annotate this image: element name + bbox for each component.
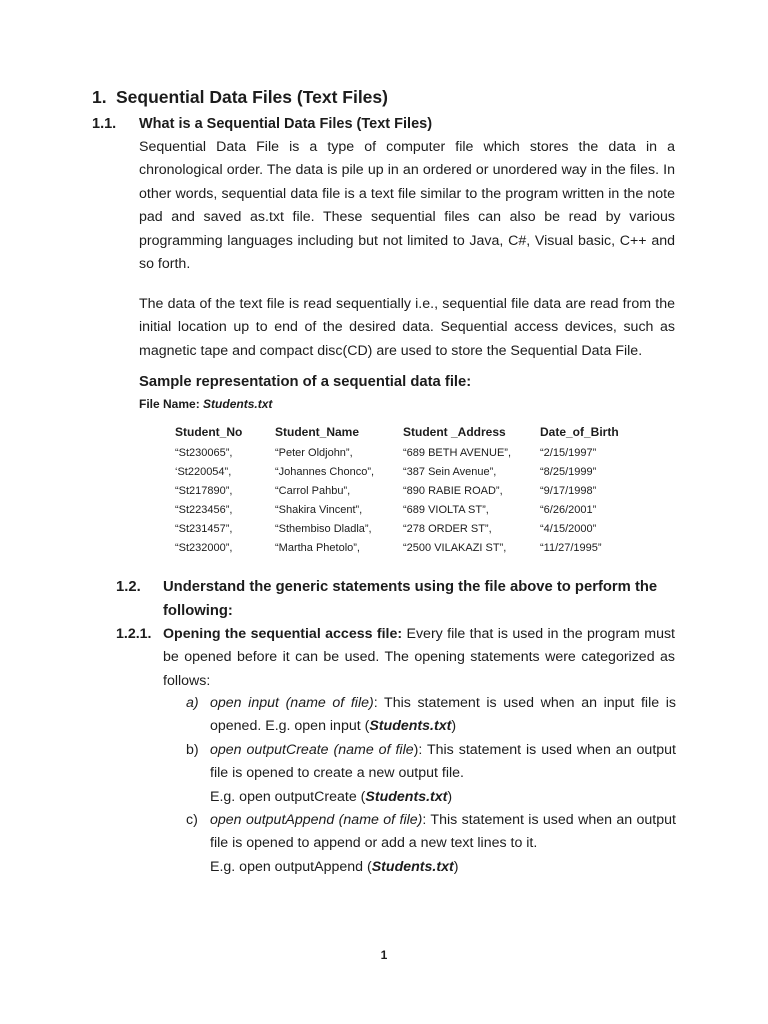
table-cell: “11/27/1995” bbox=[540, 541, 602, 554]
section-1-2-1-lead: Opening the sequential access file: bbox=[163, 626, 403, 642]
table-cell: “387 Sein Avenue”, bbox=[403, 465, 497, 478]
table-row bbox=[175, 519, 640, 538]
table-cell: “St232000”, bbox=[175, 541, 233, 554]
students-table bbox=[175, 421, 640, 557]
paragraph-definition: Sequential Data File is a type of computer file which stores the data in a chronological order. The data is pile up in an ordered or unordered way in the files. In other words, sequential data file is a text file similar to the program written in the note pad and saved as.txt file. These sequential files can also be read by various programming languages including but not limited to Java, C#, Visual basic, C++ and so forth. bbox=[139, 139, 675, 273]
table-cell: “Martha Phetolo”, bbox=[275, 541, 360, 554]
section-1-2-1-text: Every file that is used in the program must be opened before it can be used. The opening statements were categorized as follows: bbox=[163, 626, 676, 689]
column-header: Student _Address bbox=[403, 425, 506, 439]
heading-1-1 bbox=[92, 116, 432, 132]
sample-title: Sample representation of a sequential data file: bbox=[139, 374, 472, 390]
heading-1-title: Sequential Data Files (Text Files) bbox=[116, 87, 388, 107]
table-cell: “Shakira Vincent”, bbox=[275, 503, 363, 516]
table-cell: “4/15/2000” bbox=[540, 522, 597, 535]
table-cell: “689 VIOLTA ST”, bbox=[403, 503, 489, 516]
heading-1-1-number: 1.1. bbox=[92, 116, 117, 132]
statement-syntax: open outputCreate (name of file bbox=[210, 741, 414, 758]
table-cell: “Johannes Chonco”, bbox=[275, 465, 375, 478]
heading-1-2-number: 1.2. bbox=[116, 579, 141, 595]
statement-close: ) bbox=[451, 718, 457, 735]
list-marker: b) bbox=[186, 741, 199, 758]
table-cell: “St231457”, bbox=[175, 522, 233, 535]
table-cell: “Carrol Pahbu”, bbox=[275, 484, 351, 497]
table-row bbox=[175, 462, 640, 481]
section-1-2-1-body bbox=[163, 623, 675, 693]
paragraph-reading: The data of the text file is read sequentially i.e., sequential file data are read from the initial location up to end of the desired data. Sequential access devices, such as magnetic tape and compact disc(CD) are used to store the Sequential Data File. bbox=[139, 296, 675, 359]
statement-file: Students.txt bbox=[365, 788, 448, 805]
statement-description: : This statement is used when an input file is opened. E.g. open input ( bbox=[210, 695, 676, 735]
statement-description: ): This statement is used when an output file is opened to create a new output file. bbox=[210, 741, 676, 782]
table-cell: “2/15/1997” bbox=[540, 446, 597, 459]
list-marker: a) bbox=[186, 695, 199, 711]
table-cell: “St217890”, bbox=[175, 484, 233, 497]
table-cell: “890 RABIE ROAD”, bbox=[403, 484, 503, 497]
heading-1-2 bbox=[116, 575, 675, 623]
statement-file: Students.txt bbox=[369, 718, 452, 735]
file-name-value: Students.txt bbox=[203, 397, 273, 411]
heading-1 bbox=[92, 87, 388, 108]
table-row bbox=[175, 500, 640, 519]
table-cell: “St223456”, bbox=[175, 503, 233, 516]
open-statement-list bbox=[186, 692, 676, 879]
statement-close: ) bbox=[453, 858, 459, 875]
heading-1-number: 1. bbox=[92, 87, 107, 107]
statement-file: Students.txt bbox=[371, 858, 454, 875]
statement-description: : This statement is used when an output file is opened to append or add a new text lines to it. bbox=[210, 812, 676, 852]
page-number: 1 bbox=[380, 948, 388, 962]
table-cell: ‘St220054”, bbox=[175, 465, 232, 478]
file-name-line bbox=[139, 397, 272, 411]
statement-example: E.g. open outputCreate ( bbox=[210, 788, 366, 805]
statement-syntax: open input (name of file) bbox=[210, 695, 374, 711]
list-marker: c) bbox=[186, 812, 198, 829]
table-cell: “Sthembiso Dladla”, bbox=[275, 522, 372, 535]
table-cell: “689 BETH AVENUE”, bbox=[403, 446, 511, 459]
section-1-2-1-number: 1.2.1. bbox=[116, 626, 152, 642]
list-item bbox=[186, 809, 676, 879]
table-header-row bbox=[175, 421, 640, 443]
table-row bbox=[175, 481, 640, 500]
statement-close: ) bbox=[447, 788, 453, 805]
list-item bbox=[186, 692, 676, 739]
table-cell: “St230065”, bbox=[175, 446, 233, 459]
statement-example: E.g. open outputAppend ( bbox=[210, 858, 372, 875]
table-cell: “8/25/1999” bbox=[540, 465, 597, 478]
heading-1-2-title: Understand the generic statements using the file above to perform the following: bbox=[163, 579, 658, 619]
table-cell: “6/26/2001” bbox=[540, 503, 597, 516]
table-row bbox=[175, 443, 640, 462]
list-item bbox=[186, 739, 676, 809]
table-cell: “278 ORDER ST”, bbox=[403, 522, 492, 535]
column-header: Student_Name bbox=[275, 425, 360, 439]
table-cell: “2500 VILAKAZI ST”, bbox=[403, 541, 507, 554]
table-cell: “Peter Oldjohn”, bbox=[275, 446, 353, 459]
column-header: Student_No bbox=[175, 425, 243, 439]
heading-1-1-title: What is a Sequential Data Files (Text Files) bbox=[139, 116, 433, 132]
table-row bbox=[175, 538, 640, 557]
table-cell: “9/17/1998” bbox=[540, 484, 597, 497]
file-name-label: File Name: bbox=[139, 397, 200, 411]
column-header: Date_of_Birth bbox=[540, 425, 619, 439]
statement-syntax: open outputAppend (name of file) bbox=[210, 812, 423, 829]
